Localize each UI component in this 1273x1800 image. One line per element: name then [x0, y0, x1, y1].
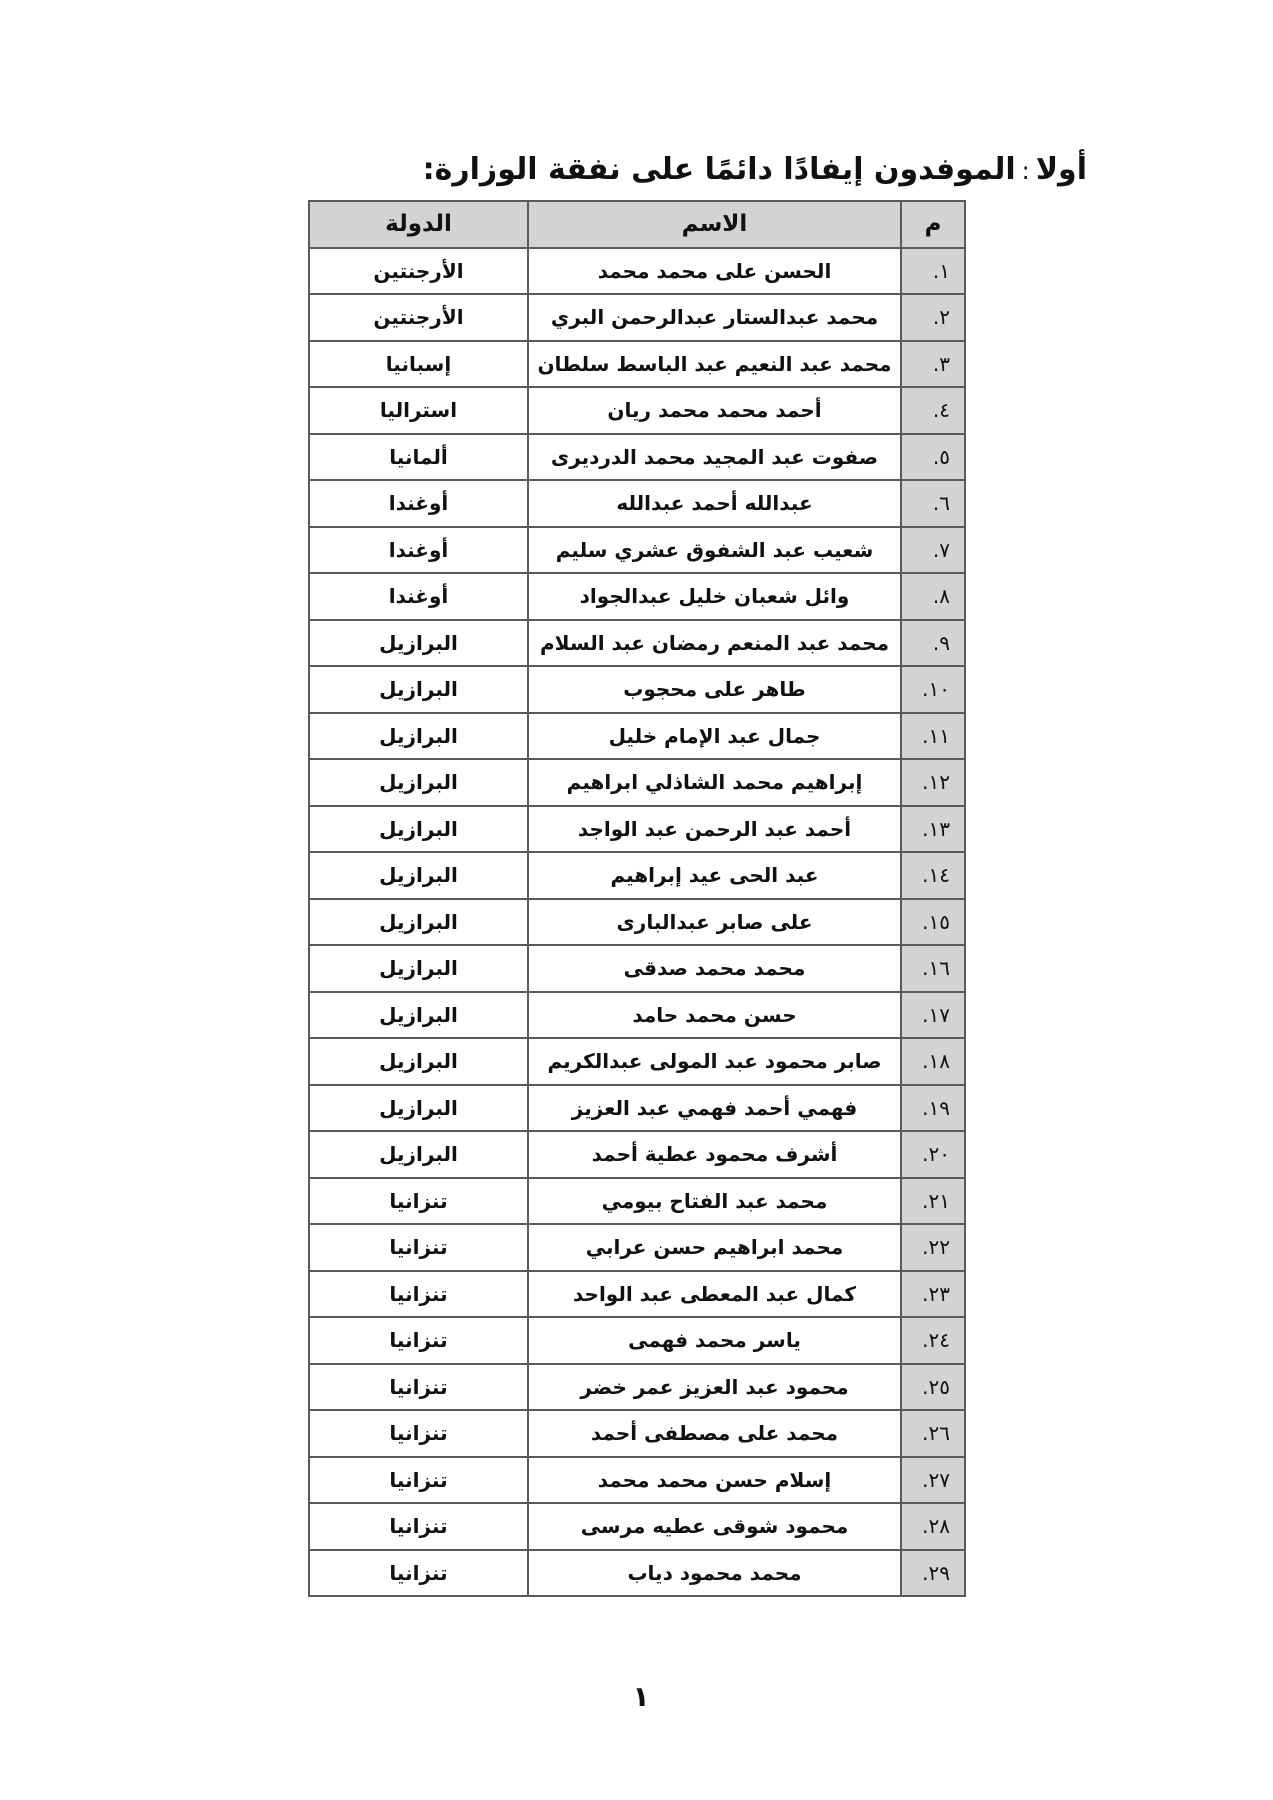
delegate-country: تنزانيا: [309, 1457, 528, 1504]
row-number: ٩.: [901, 620, 965, 667]
row-number: ٢٥.: [901, 1364, 965, 1411]
table-row: [309, 1457, 965, 1504]
delegate-country: تنزانيا: [309, 1271, 528, 1318]
table-row: [309, 620, 965, 667]
delegate-name: محمد ابراهيم حسن عرابي: [528, 1224, 901, 1271]
delegates-table-container: [310, 200, 966, 1597]
delegate-name: حسن محمد حامد: [528, 992, 901, 1039]
delegate-name: جمال عبد الإمام خليل: [528, 713, 901, 760]
delegate-country: البرازيل: [309, 1038, 528, 1085]
table-row: [309, 1503, 965, 1550]
delegate-name: طاهر على محجوب: [528, 666, 901, 713]
table-row: [309, 1085, 965, 1132]
row-number: ١٥.: [901, 899, 965, 946]
table-row: [309, 1550, 965, 1597]
title-separator: :: [1021, 157, 1030, 185]
table-row: [309, 945, 965, 992]
row-number: ١٩.: [901, 1085, 965, 1132]
row-number: ١٤.: [901, 852, 965, 899]
delegate-country: استراليا: [309, 387, 528, 434]
title-text: الموفدون إيفادًا دائمًا على نفقة الوزارة:: [422, 152, 1016, 187]
table-row: [309, 759, 965, 806]
delegate-country: تنزانيا: [309, 1550, 528, 1597]
row-number: ٦.: [901, 480, 965, 527]
delegate-country: تنزانيا: [309, 1224, 528, 1271]
delegate-country: تنزانيا: [309, 1410, 528, 1457]
delegate-name: محمود شوقى عطيه مرسى: [528, 1503, 901, 1550]
delegate-name: كمال عبد المعطى عبد الواحد: [528, 1271, 901, 1318]
row-number: ٧.: [901, 527, 965, 574]
table-row: [309, 852, 965, 899]
delegate-country: ألمانيا: [309, 434, 528, 481]
delegate-name: إسلام حسن محمد محمد: [528, 1457, 901, 1504]
delegate-country: البرازيل: [309, 713, 528, 760]
delegate-country: البرازيل: [309, 620, 528, 667]
delegate-country: الأرجنتين: [309, 294, 528, 341]
delegate-name: فهمي أحمد فهمي عبد العزيز: [528, 1085, 901, 1132]
delegate-name: محمد عبد النعيم عبد الباسط سلطان: [528, 341, 901, 388]
delegate-name: الحسن على محمد محمد: [528, 248, 901, 295]
table-row: [309, 1038, 965, 1085]
delegate-country: البرازيل: [309, 666, 528, 713]
table-row: [309, 1364, 965, 1411]
row-number: ١٨.: [901, 1038, 965, 1085]
delegate-name: عبد الحى عيد إبراهيم: [528, 852, 901, 899]
delegate-name: محمد عبدالستار عبدالرحمن البري: [528, 294, 901, 341]
page-number: ١: [632, 1680, 650, 1713]
row-number: ١.: [901, 248, 965, 295]
header-num: م: [901, 201, 965, 248]
table-row: [309, 899, 965, 946]
delegate-country: تنزانيا: [309, 1503, 528, 1550]
table-row: [309, 806, 965, 853]
delegate-country: إسبانيا: [309, 341, 528, 388]
row-number: ٢٤.: [901, 1317, 965, 1364]
page-title: [423, 152, 1087, 187]
row-number: ١٧.: [901, 992, 965, 1039]
delegate-name: شعيب عبد الشفوق عشري سليم: [528, 527, 901, 574]
delegate-country: البرازيل: [309, 899, 528, 946]
delegate-name: وائل شعبان خليل عبدالجواد: [528, 573, 901, 620]
delegate-country: البرازيل: [309, 945, 528, 992]
table-row: [309, 248, 965, 295]
table-body: [309, 248, 965, 1597]
table-row: [309, 1131, 965, 1178]
header-name: الاسم: [528, 201, 901, 248]
delegate-name: إبراهيم محمد الشاذلي ابراهيم: [528, 759, 901, 806]
table-row: [309, 1317, 965, 1364]
row-number: ٢٣.: [901, 1271, 965, 1318]
delegate-name: ياسر محمد فهمى: [528, 1317, 901, 1364]
table-row: [309, 480, 965, 527]
table-row: [309, 666, 965, 713]
delegate-country: البرازيل: [309, 1085, 528, 1132]
row-number: ٥.: [901, 434, 965, 481]
delegate-country: أوغندا: [309, 573, 528, 620]
row-number: ٢.: [901, 294, 965, 341]
delegate-country: تنزانيا: [309, 1178, 528, 1225]
table-row: [309, 387, 965, 434]
row-number: ٨.: [901, 573, 965, 620]
delegate-name: أحمد عبد الرحمن عبد الواجد: [528, 806, 901, 853]
row-number: ١٦.: [901, 945, 965, 992]
table-header-row: [309, 201, 965, 248]
row-number: ١٣.: [901, 806, 965, 853]
table-row: [309, 1271, 965, 1318]
row-number: ٣.: [901, 341, 965, 388]
table-row: [309, 573, 965, 620]
delegate-country: تنزانيا: [309, 1317, 528, 1364]
row-number: ٢٠.: [901, 1131, 965, 1178]
delegate-country: أوغندا: [309, 480, 528, 527]
row-number: ٢٦.: [901, 1410, 965, 1457]
table-row: [309, 1224, 965, 1271]
delegate-country: البرازيل: [309, 852, 528, 899]
delegate-country: البرازيل: [309, 1131, 528, 1178]
table-row: [309, 434, 965, 481]
delegate-country: الأرجنتين: [309, 248, 528, 295]
row-number: ١٢.: [901, 759, 965, 806]
table-row: [309, 1410, 965, 1457]
delegate-name: صفوت عبد المجيد محمد الدرديرى: [528, 434, 901, 481]
delegate-country: أوغندا: [309, 527, 528, 574]
title-prefix: أولا: [1035, 152, 1087, 187]
row-number: ٢١.: [901, 1178, 965, 1225]
table-row: [309, 992, 965, 1039]
row-number: ١٠.: [901, 666, 965, 713]
delegate-name: عبدالله أحمد عبدالله: [528, 480, 901, 527]
row-number: ٤.: [901, 387, 965, 434]
delegate-name: صابر محمود عبد المولى عبدالكريم: [528, 1038, 901, 1085]
table-row: [309, 713, 965, 760]
table-row: [309, 527, 965, 574]
delegate-name: محمد عبد الفتاح بيومي: [528, 1178, 901, 1225]
header-country: الدولة: [309, 201, 528, 248]
delegate-name: على صابر عبدالبارى: [528, 899, 901, 946]
delegate-name: محمد على مصطفى أحمد: [528, 1410, 901, 1457]
delegate-country: البرازيل: [309, 759, 528, 806]
delegate-name: أحمد محمد محمد ريان: [528, 387, 901, 434]
delegate-country: البرازيل: [309, 992, 528, 1039]
row-number: ١١.: [901, 713, 965, 760]
table-row: [309, 294, 965, 341]
table-row: [309, 1178, 965, 1225]
delegate-name: محمد محمود دياب: [528, 1550, 901, 1597]
delegate-name: محمد عبد المنعم رمضان عبد السلام: [528, 620, 901, 667]
delegate-country: البرازيل: [309, 806, 528, 853]
row-number: ٢٧.: [901, 1457, 965, 1504]
delegate-name: محمد محمد صدقى: [528, 945, 901, 992]
table-row: [309, 341, 965, 388]
delegate-name: أشرف محمود عطية أحمد: [528, 1131, 901, 1178]
delegates-table: [308, 200, 966, 1597]
row-number: ٢٩.: [901, 1550, 965, 1597]
delegate-name: محمود عبد العزيز عمر خضر: [528, 1364, 901, 1411]
row-number: ٢٨.: [901, 1503, 965, 1550]
delegate-country: تنزانيا: [309, 1364, 528, 1411]
row-number: ٢٢.: [901, 1224, 965, 1271]
